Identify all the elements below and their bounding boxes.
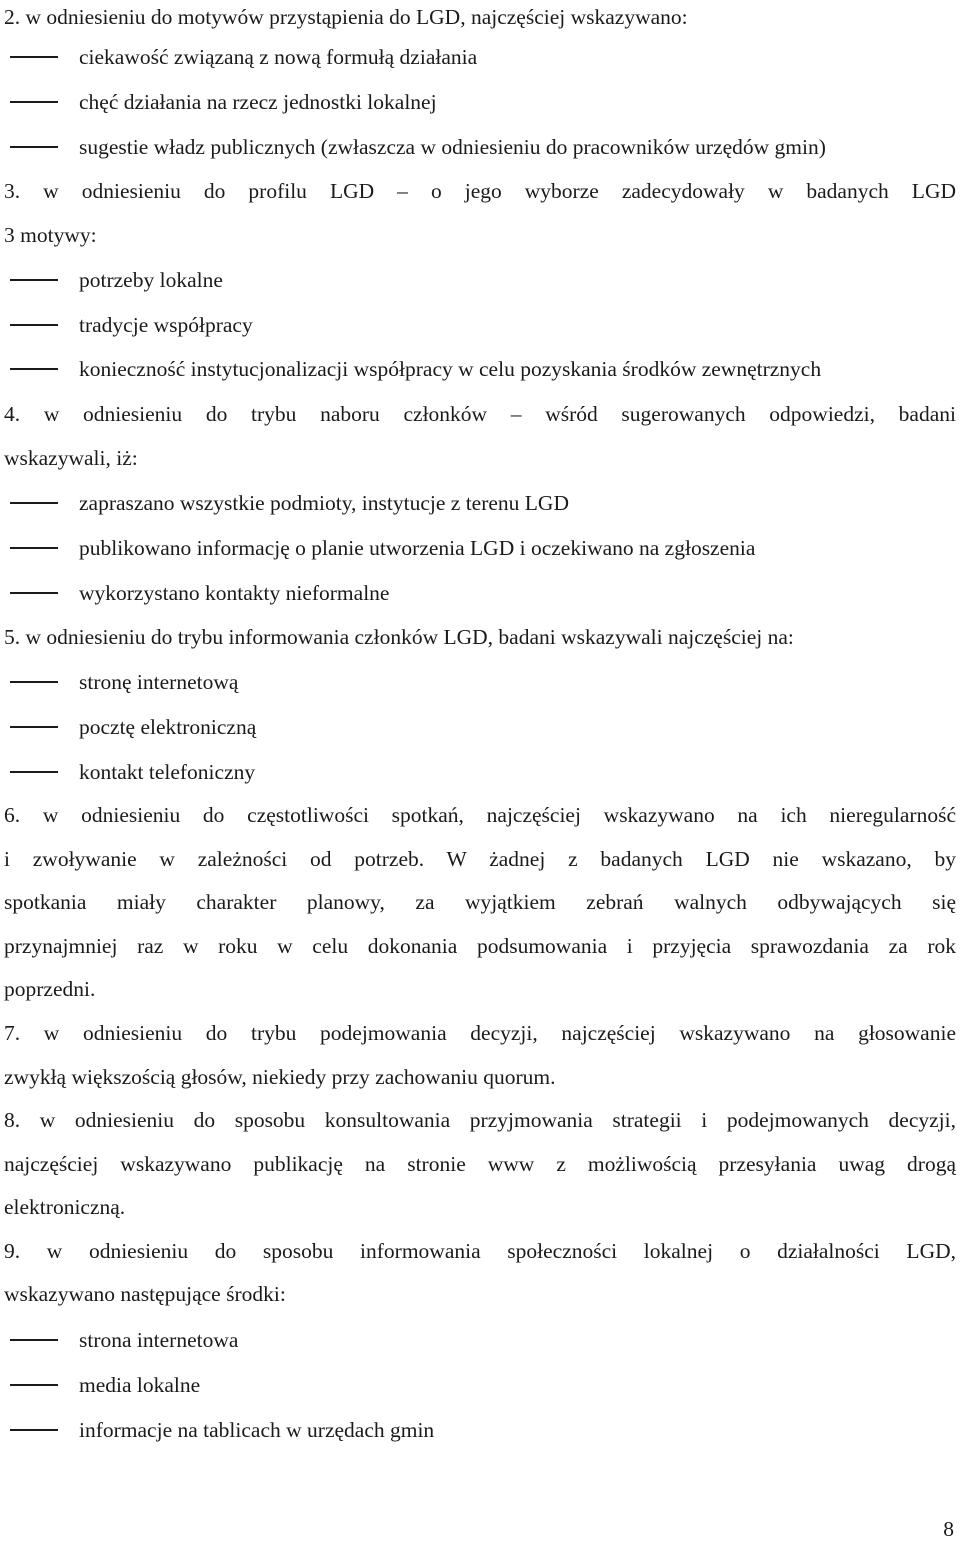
page-number: 8 bbox=[943, 1517, 954, 1541]
dash-bullet-icon bbox=[10, 279, 58, 281]
dash-bullet-icon bbox=[10, 368, 58, 370]
section-4-heading: 4. w odniesieniu do trybu naboru członków – wśród sugerowanych odpowiedzi, badani bbox=[4, 402, 956, 426]
list-item-text: chęć działania na rzecz jednostki lokalnej bbox=[79, 90, 437, 114]
list-item bbox=[0, 579, 940, 607]
list-item-text: publikowano informację o planie utworzenia LGD i oczekiwano na zgłoszenia bbox=[79, 536, 756, 560]
list-item bbox=[0, 43, 940, 71]
dash-bullet-icon bbox=[10, 146, 58, 148]
list-item bbox=[0, 355, 940, 383]
list-item bbox=[0, 758, 940, 786]
list-item bbox=[0, 713, 940, 741]
list-item-text: media lokalne bbox=[79, 1373, 201, 1397]
dash-bullet-icon bbox=[10, 1429, 58, 1431]
list-item bbox=[0, 668, 940, 696]
list-item bbox=[0, 266, 940, 294]
list-item bbox=[0, 1371, 940, 1399]
list-item-text: tradycje współpracy bbox=[79, 313, 253, 337]
list-item-text: zapraszano wszystkie podmioty, instytucje z terenu LGD bbox=[79, 491, 569, 515]
list-item bbox=[0, 1326, 940, 1354]
dash-bullet-icon bbox=[10, 56, 58, 58]
section-4-heading-continued: wskazywali, iż: bbox=[4, 446, 138, 470]
dash-bullet-icon bbox=[10, 592, 58, 594]
dash-bullet-icon bbox=[10, 681, 58, 683]
section-6-line: i zwoływanie w zależności od potrzeb. W żadnej z badanych LGD nie wskazano, by bbox=[4, 847, 956, 871]
list-item bbox=[0, 88, 940, 116]
section-8-line: najczęściej wskazywano publikację na stronie www z możliwością przesyłania uwag drogą bbox=[4, 1152, 956, 1176]
list-item-text: kontakt telefoniczny bbox=[79, 760, 256, 784]
section-5-heading: 5. w odniesieniu do trybu informowania członków LGD, badani wskazywali najczęściej na: bbox=[4, 625, 794, 649]
dash-bullet-icon bbox=[10, 324, 58, 326]
section-6-line: spotkania miały charakter planowy, za wyjątkiem zebrań walnych odbywających się bbox=[4, 890, 956, 914]
dash-bullet-icon bbox=[10, 726, 58, 728]
section-2-heading: 2. w odniesieniu do motywów przystąpienia do LGD, najczęściej wskazywano: bbox=[4, 5, 688, 29]
section-6-line: 6. w odniesieniu do częstotliwości spotkań, najczęściej wskazywano na ich nieregularność bbox=[4, 803, 956, 827]
list-item bbox=[0, 1416, 940, 1444]
section-9-heading-continued: wskazywano następujące środki: bbox=[4, 1282, 286, 1306]
dash-bullet-icon bbox=[10, 1339, 58, 1341]
list-item-text: potrzeby lokalne bbox=[79, 268, 223, 292]
list-item bbox=[0, 489, 940, 517]
dash-bullet-icon bbox=[10, 547, 58, 549]
section-3-heading: 3. w odniesieniu do profilu LGD – o jego wyborze zadecydowały w badanych LGD bbox=[4, 179, 956, 203]
section-8-line: elektroniczną. bbox=[4, 1195, 126, 1219]
list-item-text: strona internetowa bbox=[79, 1328, 239, 1352]
list-item-text: ciekawość związaną z nową formułą działania bbox=[79, 45, 478, 69]
dash-bullet-icon bbox=[10, 101, 58, 103]
list-item-text: sugestie władz publicznych (zwłaszcza w odniesieniu do pracowników urzędów gmin) bbox=[79, 135, 826, 159]
section-7-line: 7. w odniesieniu do trybu podejmowania decyzji, najczęściej wskazywano na głosowanie bbox=[4, 1021, 956, 1045]
list-item bbox=[0, 133, 940, 161]
section-6-line: poprzedni. bbox=[4, 977, 96, 1001]
section-9-heading: 9. w odniesieniu do sposobu informowania społeczności lokalnej o działalności LGD, bbox=[4, 1239, 956, 1263]
dash-bullet-icon bbox=[10, 502, 58, 504]
list-item-text: wykorzystano kontakty nieformalne bbox=[79, 581, 390, 605]
dash-bullet-icon bbox=[10, 1384, 58, 1386]
section-7-line: zwykłą większością głosów, niekiedy przy zachowaniu quorum. bbox=[4, 1065, 556, 1089]
list-item-text: konieczność instytucjonalizacji współpracy w celu pozyskania środków zewnętrznych bbox=[79, 357, 822, 381]
section-8-line: 8. w odniesieniu do sposobu konsultowania przyjmowania strategii i podejmowanych decyzji, bbox=[4, 1108, 956, 1132]
section-3-heading-continued: 3 motywy: bbox=[4, 223, 97, 247]
dash-bullet-icon bbox=[10, 771, 58, 773]
list-item bbox=[0, 311, 940, 339]
section-6-line: przynajmniej raz w roku w celu dokonania podsumowania i przyjęcia sprawozdania za rok bbox=[4, 934, 956, 958]
list-item-text: pocztę elektroniczną bbox=[79, 715, 257, 739]
list-item-text: informacje na tablicach w urzędach gmin bbox=[79, 1418, 435, 1442]
list-item-text: stronę internetową bbox=[79, 670, 239, 694]
list-item bbox=[0, 534, 940, 562]
